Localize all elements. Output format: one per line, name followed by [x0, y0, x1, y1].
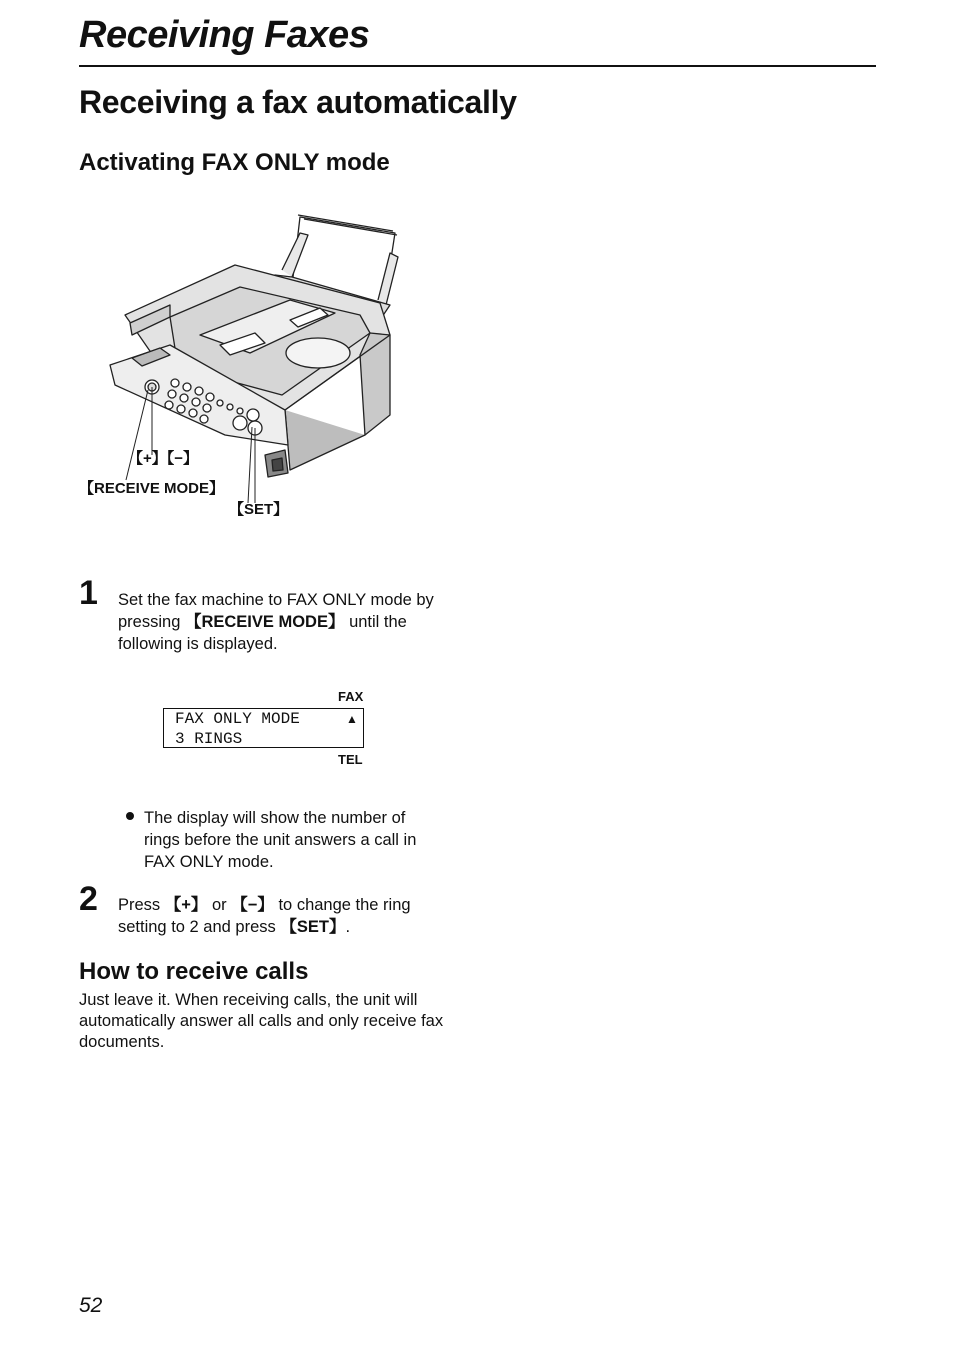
- chapter-title: Receiving Faxes: [79, 14, 370, 56]
- how-to-receive-title: How to receive calls: [79, 958, 309, 985]
- step-1-text-a: Set the fax machine to FAX ONLY mode by pressing: [118, 591, 434, 631]
- lcd-line-2: 3 RINGS: [175, 730, 243, 748]
- lcd-line-1: FAX ONLY MODE: [175, 710, 300, 728]
- bullet-icon: [126, 812, 134, 820]
- step-1-number: 1: [79, 574, 98, 612]
- step-1-text-b: until the following is displayed.: [118, 613, 407, 653]
- plus-minus-keys-callout: 【+】【−】: [128, 450, 199, 467]
- step-2-text-b: to change the ring setting to 2 and press: [118, 896, 411, 936]
- chapter-divider: [79, 65, 876, 67]
- triangle-up-icon: ▲: [346, 712, 358, 726]
- section-title: Receiving a fax automatically: [79, 84, 517, 120]
- receive-mode-key-callout: 【RECEIVE MODE】: [79, 480, 225, 497]
- step-2-text-a: Press: [118, 896, 165, 914]
- lcd-display: [163, 708, 364, 748]
- note-text: The display will show the number of rings before the unit answers a call in FAX ONLY mode.: [144, 809, 417, 871]
- step-2-text-end: .: [345, 918, 351, 936]
- fax-label: FAX: [338, 689, 364, 704]
- tel-label: TEL: [338, 752, 363, 767]
- set-key-label: 【SET】: [280, 918, 346, 936]
- step-2-number: 2: [79, 880, 98, 918]
- how-to-receive-text: Just leave it. When receiving calls, the unit will automatically answer all calls and only receive fax documents.: [79, 991, 444, 1051]
- step-2-text-or: or: [207, 896, 232, 914]
- step-2-text: [118, 894, 458, 938]
- page-number: 52: [79, 1294, 103, 1317]
- plus-key-label: 【+】: [164, 896, 208, 914]
- set-key-callout: 【SET】: [229, 501, 289, 518]
- step-1-text: [118, 589, 458, 655]
- subsection-title: Activating FAX ONLY mode: [79, 149, 390, 176]
- receive-mode-key-label: 【RECEIVE MODE】: [184, 613, 345, 631]
- minus-key-label: 【−】: [231, 896, 274, 914]
